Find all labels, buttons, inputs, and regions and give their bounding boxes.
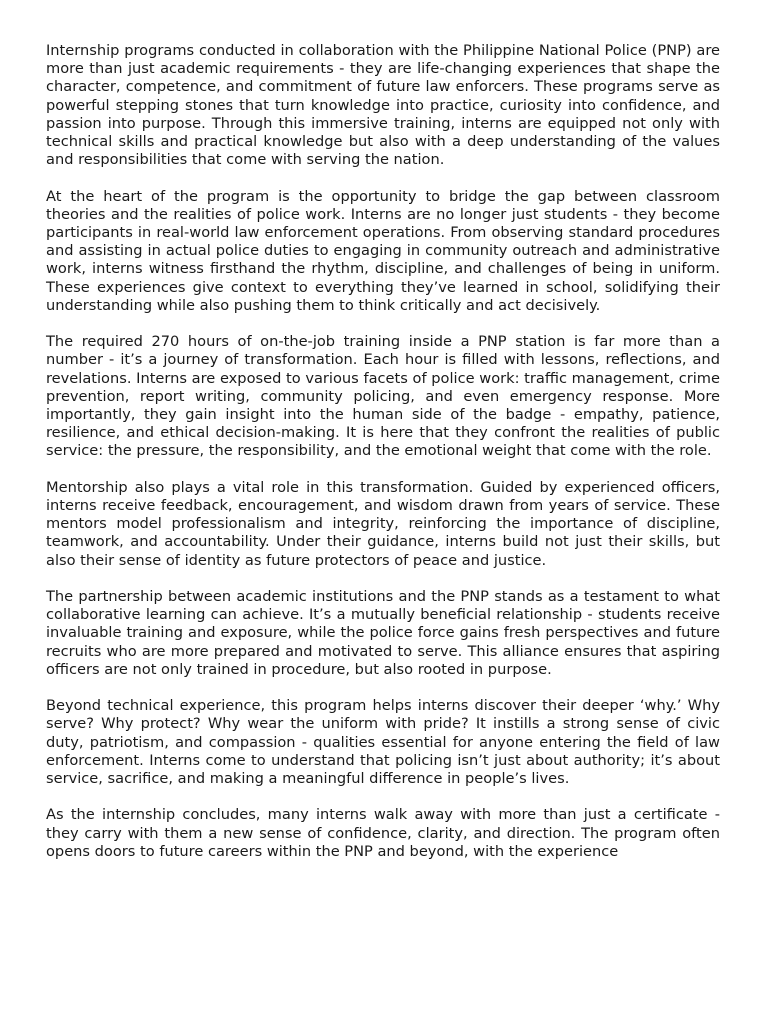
paragraph-7: As the internship concludes, many interns walk away with more than just a certificate - they carry with them a new sense of confidence, clarity, and direction. The program often opens doors to future careers within the PNP and beyond, with the experience	[46, 806, 720, 860]
paragraph-1: Internship programs conducted in collaboration with the Philippine National Police (PNP) are more than just academic requirements - they are life-changing experiences that shape the character, competence, and commitment of future law enforcers. These programs serve as powerful stepping stones that turn knowledge into practice, curiosity into confidence, and passion into purpose. Through this immersive training, interns are equipped not only with technical skills and practical knowledge but also with a deep understanding of the values and responsibilities that come with serving the nation.	[46, 42, 720, 169]
paragraph-3: The required 270 hours of on-the-job training inside a PNP station is far more than a number - it’s a journey of transformation. Each hour is filled with lessons, reflections, and revelations. Interns are exposed to various facets of police work: traffic management, crime prevention, report writing, community policing, and even emergency response. More importantly, they gain insight into the human side of the badge - empathy, patience, resilience, and ethical decision-making. It is here that they confront the realities of public service: the pressure, the responsibility, and the emotional weight that come with the role.	[46, 333, 720, 460]
paragraph-4: Mentorship also plays a vital role in this transformation. Guided by experienced officers, interns receive feedback, encouragement, and wisdom drawn from years of service. These mentors model professionalism and integrity, reinforcing the importance of discipline, teamwork, and accountability. Under their guidance, interns build not just their skills, but also their sense of identity as future protectors of peace and justice.	[46, 478, 720, 569]
document-body	[46, 42, 720, 879]
paragraph-6: Beyond technical experience, this program helps interns discover their deeper ‘why.’ Why serve? Why protect? Why wear the uniform with pride? It instills a strong sense of civic duty, patriotism, and compassion - qualities essential for anyone entering the field of law enforcement. Interns come to understand that policing isn’t just about authority; it’s about service, sacrifice, and making a meaningful difference in people’s lives.	[46, 697, 720, 788]
paragraph-5: The partnership between academic institutions and the PNP stands as a testament to what collaborative learning can achieve. It’s a mutually beneficial relationship - students receive invaluable training and exposure, while the police force gains fresh perspectives and future recruits who are more prepared and motivated to serve. This alliance ensures that aspiring officers are not only trained in procedure, but also rooted in purpose.	[46, 588, 720, 678]
paragraph-2: At the heart of the program is the opportunity to bridge the gap between classroom theories and the realities of police work. Interns are no longer just students - they become participants in real-world law enforcement operations. From observing standard procedures and assisting in actual police duties to engaging in community outreach and administrative work, interns witness firsthand the rhythm, discipline, and challenges of being in uniform. These experiences give context to everything they’ve learned in school, solidifying their understanding while also pushing them to think critically and act decisively.	[46, 187, 720, 314]
